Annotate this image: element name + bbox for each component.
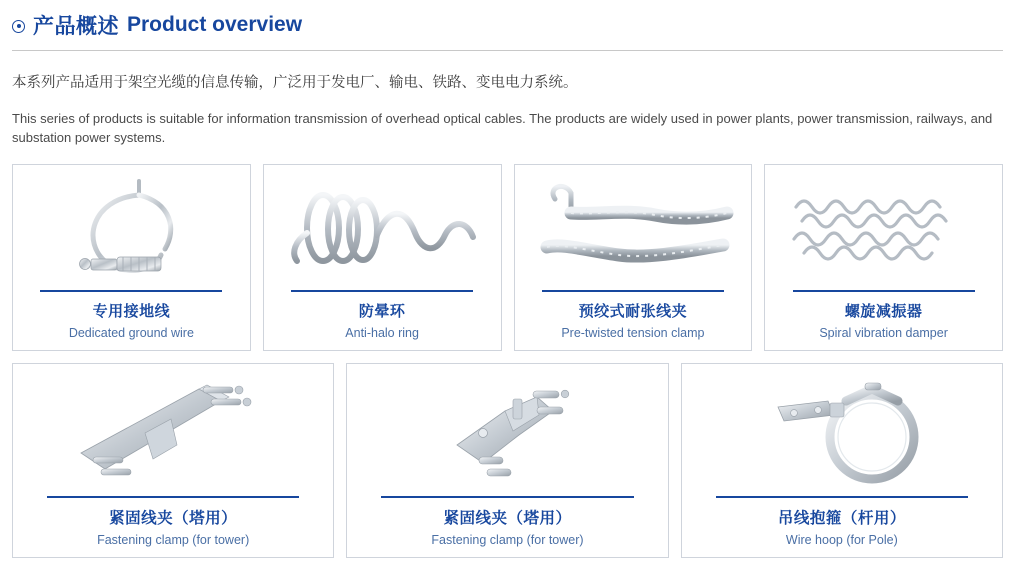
intro-paragraph-en: This series of products is suitable for information transmission of overhead optical cables. The products are widely used in power plants, power transmission, railways, and substation power systems. <box>12 110 993 146</box>
card-divider <box>291 290 473 292</box>
product-label-cn: 专用接地线 <box>92 302 171 320</box>
product-label-cn: 吊线抱箍（杆用） <box>777 509 906 527</box>
spiral-vibration-damper-photo <box>775 173 992 289</box>
product-label-en: Fastening clamp (for tower) <box>97 532 250 547</box>
product-card[interactable] <box>681 363 1003 558</box>
card-divider <box>542 290 724 292</box>
product-card[interactable] <box>12 164 251 351</box>
product-label-cn: 螺旋减振器 <box>844 302 923 320</box>
product-card[interactable] <box>263 164 502 351</box>
card-divider <box>716 496 968 498</box>
page-title-cn: 产品概述 <box>33 15 119 38</box>
page-title-en: Product overview <box>127 13 303 36</box>
wire-hoop-pole-photo <box>692 372 992 495</box>
page-header <box>12 8 1003 50</box>
product-card[interactable] <box>12 363 334 558</box>
product-label-en: Pre-twisted tension clamp <box>561 325 705 340</box>
card-divider <box>40 290 222 292</box>
card-divider <box>381 496 633 498</box>
fastening-clamp-tower-photo-2 <box>357 372 657 495</box>
product-label-cn: 防晕环 <box>358 302 406 320</box>
product-card[interactable] <box>764 164 1003 351</box>
product-label-en: Wire hoop (for Pole) <box>785 532 898 547</box>
target-icon <box>12 20 25 33</box>
product-label-en: Dedicated ground wire <box>68 325 194 340</box>
product-grid-row-2 <box>12 363 1003 558</box>
product-card[interactable] <box>346 363 668 558</box>
pre-twisted-tension-clamp-photo <box>525 173 742 289</box>
product-label-en: Fastening clamp (for tower) <box>431 532 584 547</box>
product-card[interactable] <box>514 164 753 351</box>
fastening-clamp-tower-photo-1 <box>23 372 323 495</box>
intro-paragraph-cn: 本系列产品适用于架空光缆的信息传输，广泛用于发电厂、输电、铁路、变电电力系统。 <box>12 75 578 91</box>
ground-wire-photo <box>23 173 240 289</box>
product-label-en: Anti-halo ring <box>345 325 419 340</box>
product-label-en: Spiral vibration damper <box>819 325 948 340</box>
product-label-cn: 预绞式耐张线夹 <box>578 302 688 320</box>
header-divider <box>12 50 1003 51</box>
product-label-cn: 紧固线夹（塔用） <box>443 509 572 527</box>
card-divider <box>793 290 975 292</box>
product-label-cn: 紧固线夹（塔用） <box>109 509 238 527</box>
product-grid-row-1 <box>12 164 1003 351</box>
anti-halo-ring-photo <box>274 173 491 289</box>
card-divider <box>47 496 299 498</box>
